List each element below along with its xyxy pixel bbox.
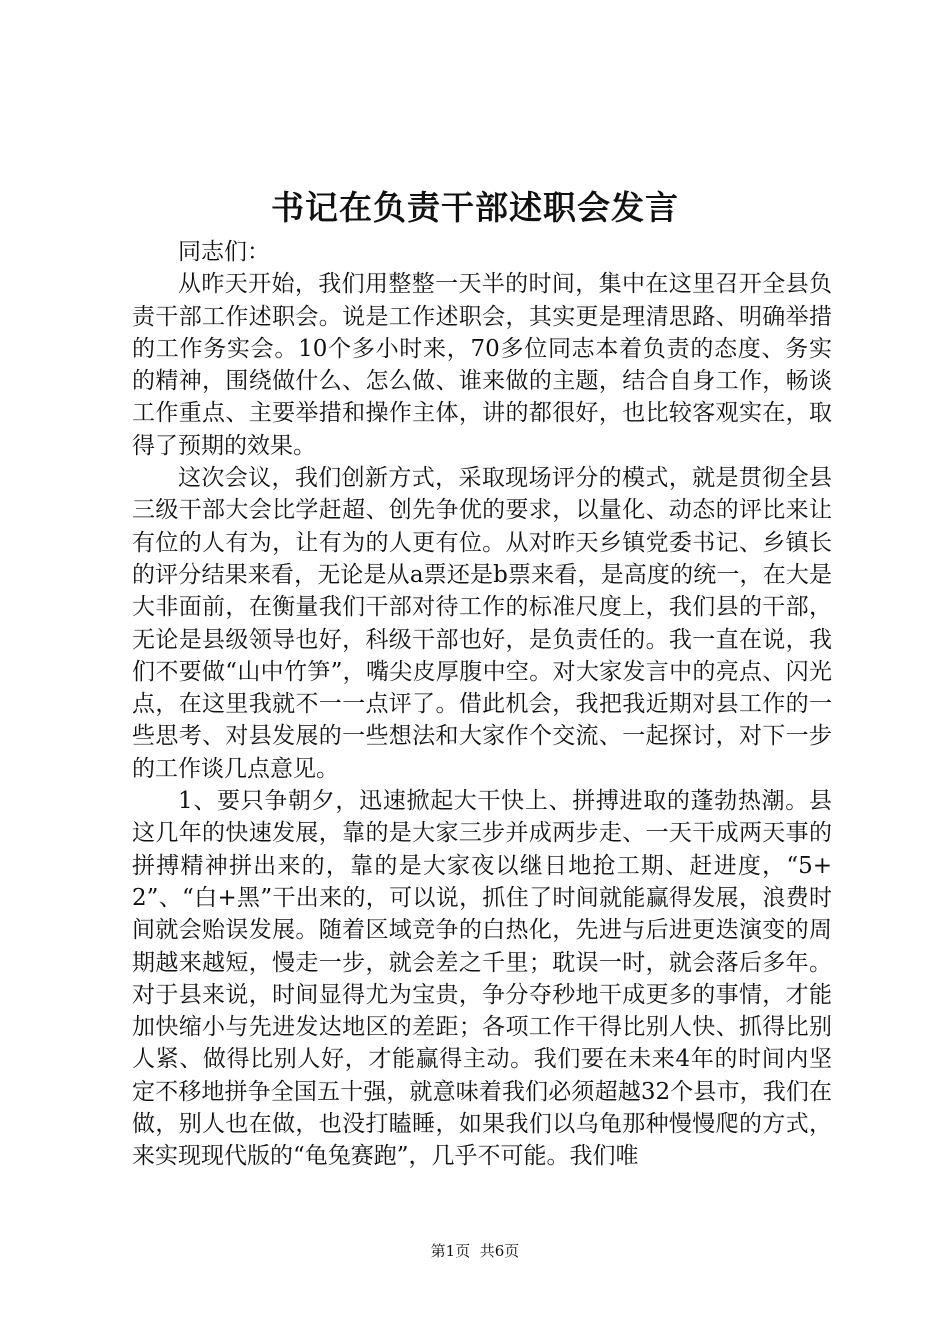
footer-spacer xyxy=(470,1242,480,1260)
paragraph: 从昨天开始，我们用整整一天半的时间，集中在这里召开全县负责干部工作述职会。说是工作述职会，其实更是理清思路、明确举措的工作务实会。10个多小时来，70多位同志本着负责的态度、务实的精神，围绕做什么、怎么做、谁来做的主题，结合自身工作，畅谈工作重点、主要举措和操作主体，讲的都很好，也比较客观实在，取得了预期的效果。 xyxy=(132,271,832,459)
document-body xyxy=(132,236,832,1173)
salutation: 同志们： xyxy=(178,239,270,265)
document-title: 书记在负责干部述职会发言 xyxy=(271,188,679,227)
page-footer xyxy=(0,1240,950,1262)
paragraph: 这次会议，我们创新方式，采取现场评分的模式，就是贯彻全县三级干部大会比学赶超、创先争优的要求，以量化、动态的评比来让有位的人有为，让有为的人更有位。从对昨天乡镇党委书记、乡镇长的评分结果来看，无论是从a票还是b票来看，是高度的统一，在大是大非面前，在衡量我们干部对待工作的标准尺度上，我们县的干部，无论是县级领导也好，科级干部也好，是负责任的。我一直在说，我们不要做“山中竹笋”，嘴尖皮厚腹中空。对大家发言中的亮点、闪光点，在这里我就不一一点评了。借此机会，我把我近期对县工作的一些思考、对县发展的一些想法和大家作个交流、一起探讨，对下一步的工作谈几点意见。 xyxy=(132,465,832,782)
page-total: 共6页 xyxy=(479,1242,520,1260)
page-number: 第1页 xyxy=(430,1242,471,1260)
paragraph: 1、要只争朝夕，迅速掀起大干快上、拼搏进取的蓬勃热潮。县这几年的快速发展，靠的是大家三步并成两步走、一天干成两天事的拼搏精神拼出来的，靠的是大家夜以继日地抢工期、赶进度，“5+2”、“白+黑”干出来的，可以说，抓住了时间就能赢得发展，浪费时间就会贻误发展。随着区域竞争的白热化，先进与后进更迭演变的周期越来越短，慢走一步，就会差之千里；耽误一时，就会落后多年。对于县来说，时间显得尤为宝贵，争分夺秒地干成更多的事情，才能加快缩小与先进发达地区的差距；各项工作干得比别人快、抓得比别人紧、做得比别人好，才能赢得主动。我们要在未来4年的时间内坚定不移地拼争全国五十强，就意味着我们必须超越32个县市，我们在做，别人也在做，也没打瞌睡，如果我们以乌龟那种慢慢爬的方式，来实现现代版的“龟兔赛跑”，几乎不可能。我们唯 xyxy=(132,788,832,1170)
